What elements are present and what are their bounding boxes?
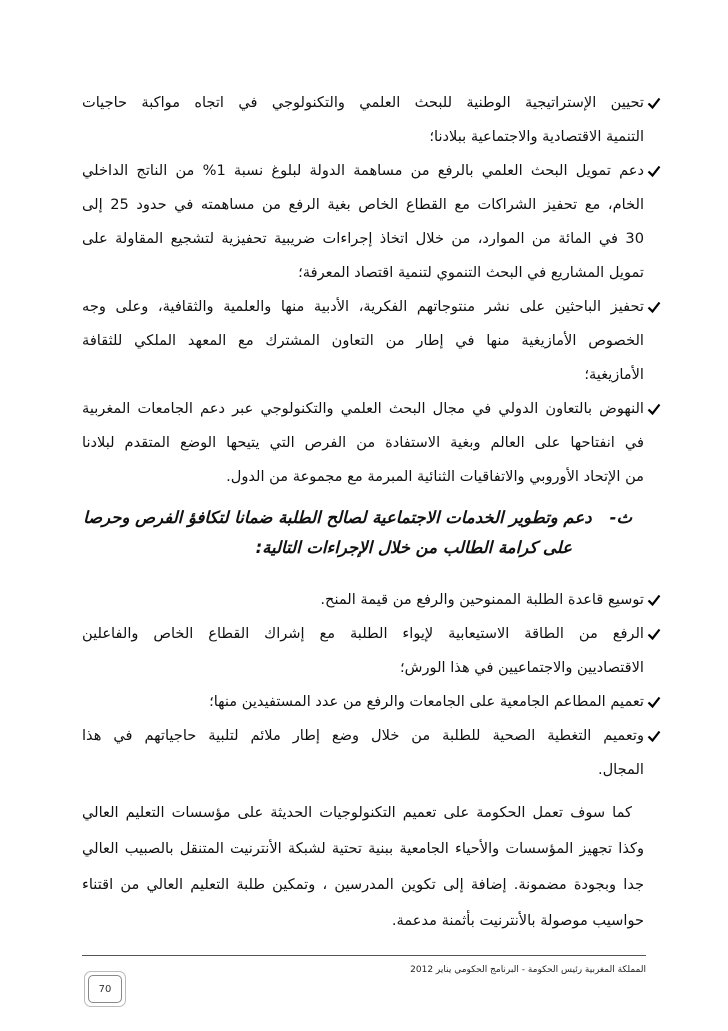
text-line: من الإتحاد الأوروبي والاتفاقيات الثنائية المبرمة مع مجموعة من الدول. xyxy=(226,468,644,485)
checkmark-icon xyxy=(646,392,662,426)
checkmark-icon xyxy=(646,617,662,651)
checkmark-icon xyxy=(646,719,662,753)
page-number: 70 xyxy=(88,975,122,1003)
checkmark-icon xyxy=(646,290,662,324)
heading-line: على كرامة الطالب من خلال الإجراءات التالية: xyxy=(255,538,572,557)
bullet-item xyxy=(82,617,644,685)
footer-caption: المملكة المغربية رئيس الحكومة - البرنامج الحكومي يناير 2012 xyxy=(410,965,646,975)
text-line: دعم تمويل البحث العلمي بالرفع من مساهمة الدولة لبلوغ نسبة 1% من الناتج الداخلي xyxy=(82,162,644,179)
bullet-item xyxy=(82,583,644,617)
text-line: الخام، مع تحفيز الشراكات مع القطاع الخاص بغية الرفع من مساهمته في حدود 25 إلى xyxy=(82,196,644,213)
checkmark-icon xyxy=(646,583,662,617)
text-line: توسيع قاعدة الطلبة الممنوحين والرفع من قيمة المنح. xyxy=(320,591,644,608)
text-line: النهوض بالتعاون الدولي في مجال البحث العلمي والتكنولوجي عبر دعم الجامعات المغربية xyxy=(82,400,644,417)
bullet-item xyxy=(82,86,644,154)
text-line: الاقتصاديين والاجتماعيين في هذا الورش؛ xyxy=(400,659,644,676)
bullet-item xyxy=(82,154,644,290)
text-line: تحيين الإستراتيجية الوطنية للبحث العلمي والتكنولوجي في اتجاه مواكبة حاجيات xyxy=(82,94,644,111)
text-line: الرفع من الطاقة الاستيعابية لإيواء الطلبة مع إشراك القطاع الخاص والفاعلين xyxy=(82,625,644,642)
bullet-list-research xyxy=(82,86,644,494)
bullet-item xyxy=(82,392,644,494)
text-line: وكذا تجهيز المؤسسات والأحياء الجامعية ببنية تحتية لشبكة الأنترنيت المتنقل بالصبيب العالي xyxy=(82,840,644,857)
bullet-item xyxy=(82,290,644,392)
checkmark-icon xyxy=(646,685,662,719)
text-line: الخصوص الأمازيغية منها في إطار من التعاون المشترك مع المعهد الملكي للثقافة xyxy=(82,332,644,349)
text-line: كما سوف تعمل الحكومة على تعميم التكنولوجيات الحديثة على مؤسسات التعليم العالي xyxy=(82,804,632,821)
heading-marker: ث- xyxy=(609,508,632,527)
bullet-item xyxy=(82,685,644,719)
bullet-item xyxy=(82,719,644,787)
text-line: تحفيز الباحثين على نشر منتوجاتهم الفكرية، الأدبية منها والعلمية والثقافية، وعلى وجه xyxy=(82,298,644,315)
text-line: المجال. xyxy=(597,761,644,778)
text-line: جدا وبجودة مضمونة. إضافة إلى تكوين المدرسين ، وتمكين طلبة التعليم العالي من اقتناء xyxy=(82,876,644,893)
text-line: تعميم المطاعم الجامعية على الجامعات والرفع من عدد المستفيدين منها؛ xyxy=(209,693,644,710)
section-heading xyxy=(82,503,632,563)
checkmark-icon xyxy=(646,86,662,120)
bullet-list-social-services xyxy=(82,583,644,787)
text-line: التنمية الاقتصادية والاجتماعية ببلادنا؛ xyxy=(429,128,644,145)
text-line: وتعميم التغطية الصحية للطلبة من خلال وضع إطار ملائم لتلبية حاجياتهم في هذا xyxy=(82,727,644,744)
text-line: الأمازيغية؛ xyxy=(584,366,644,383)
heading-text: دعم وتطوير الخدمات الاجتماعية لصالح الطلبة ضمانا لتكافؤ الفرص وحرصا xyxy=(83,508,592,527)
heading-line xyxy=(82,503,632,533)
text-line: 30 في المائة من الموارد، من خلال اتخاذ إجراءات ضريبية تحفيزية لتشجيع المقاولة على xyxy=(82,230,644,247)
text-line: في انفتاحها على العالم وبغية الاستفادة من الفرص التي يتيحها الوضع المتقدم لبلادنا xyxy=(82,434,644,451)
checkmark-icon xyxy=(646,154,662,188)
text-line: تمويل المشاريع في البحث التنموي لتنمية اقتصاد المعرفة؛ xyxy=(298,264,644,281)
closing-paragraph xyxy=(82,795,644,939)
text-line: حواسيب موصولة بالأنترنيت بأثمنة مدعمة. xyxy=(391,912,644,929)
footer-divider xyxy=(82,955,646,956)
